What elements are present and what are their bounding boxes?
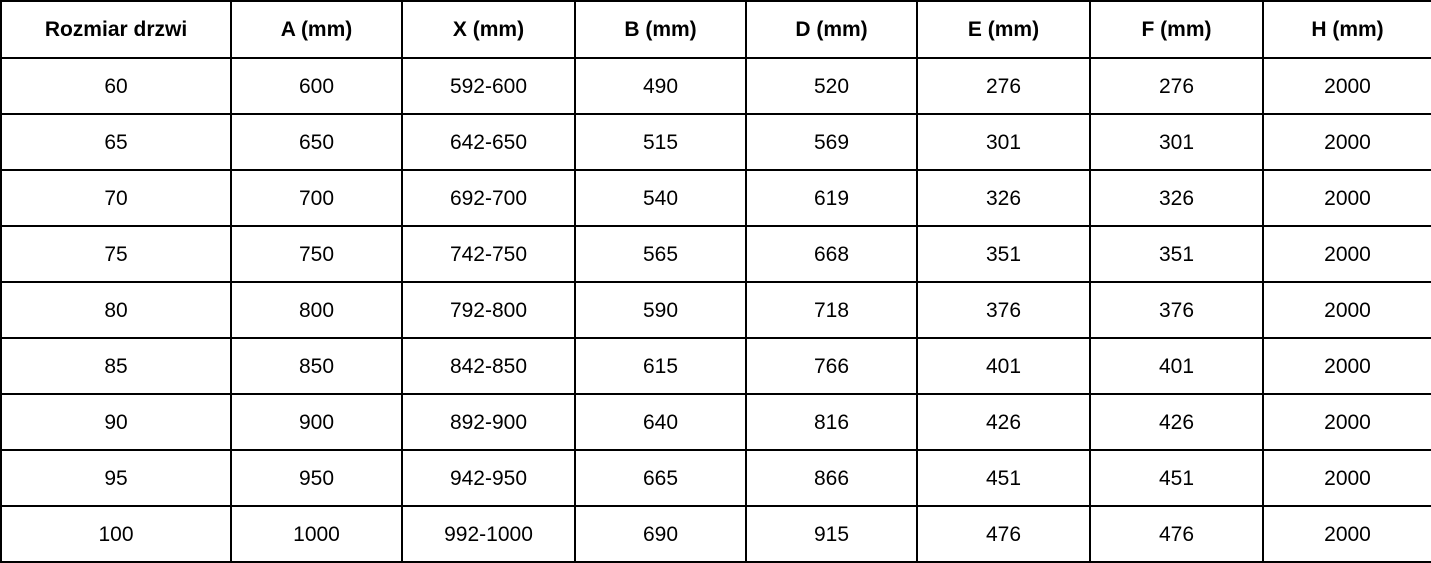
table-cell: 70 <box>1 170 231 226</box>
table-cell: 866 <box>746 450 917 506</box>
table-cell: 718 <box>746 282 917 338</box>
table-cell: 668 <box>746 226 917 282</box>
column-header-e-mm: E (mm) <box>917 1 1090 58</box>
table-cell: 100 <box>1 506 231 562</box>
column-header-f-mm: F (mm) <box>1090 1 1263 58</box>
table-cell: 351 <box>1090 226 1263 282</box>
table-cell: 692-700 <box>402 170 575 226</box>
table-cell: 301 <box>917 114 1090 170</box>
table-cell: 792-800 <box>402 282 575 338</box>
table-cell: 276 <box>917 58 1090 114</box>
table-cell: 326 <box>1090 170 1263 226</box>
table-cell: 619 <box>746 170 917 226</box>
table-cell: 2000 <box>1263 226 1431 282</box>
table-cell: 326 <box>917 170 1090 226</box>
table-row <box>1 338 1431 394</box>
table-cell: 915 <box>746 506 917 562</box>
table-cell: 892-900 <box>402 394 575 450</box>
table-cell: 476 <box>917 506 1090 562</box>
table-cell: 842-850 <box>402 338 575 394</box>
table-cell: 2000 <box>1263 58 1431 114</box>
table-cell: 85 <box>1 338 231 394</box>
table-cell: 80 <box>1 282 231 338</box>
table-cell: 816 <box>746 394 917 450</box>
table-row <box>1 226 1431 282</box>
table-cell: 592-600 <box>402 58 575 114</box>
table-cell: 476 <box>1090 506 1263 562</box>
table-cell: 351 <box>917 226 1090 282</box>
table-cell: 650 <box>231 114 402 170</box>
table-cell: 540 <box>575 170 746 226</box>
table-cell: 642-650 <box>402 114 575 170</box>
column-header-h-mm: H (mm) <box>1263 1 1431 58</box>
column-header-b-mm: B (mm) <box>575 1 746 58</box>
table-cell: 90 <box>1 394 231 450</box>
table-cell: 665 <box>575 450 746 506</box>
column-header-rozmiar-drzwi: Rozmiar drzwi <box>1 1 231 58</box>
table-cell: 942-950 <box>402 450 575 506</box>
table-cell: 301 <box>1090 114 1263 170</box>
column-header-x-mm: X (mm) <box>402 1 575 58</box>
table-row <box>1 170 1431 226</box>
table-row <box>1 58 1431 114</box>
table-cell: 766 <box>746 338 917 394</box>
table-cell: 520 <box>746 58 917 114</box>
table-cell: 2000 <box>1263 394 1431 450</box>
table-cell: 515 <box>575 114 746 170</box>
table-row <box>1 506 1431 562</box>
table-cell: 565 <box>575 226 746 282</box>
table-body <box>1 58 1431 562</box>
table-cell: 95 <box>1 450 231 506</box>
column-header-a-mm: A (mm) <box>231 1 402 58</box>
table-cell: 376 <box>1090 282 1263 338</box>
table-cell: 490 <box>575 58 746 114</box>
table-cell: 276 <box>1090 58 1263 114</box>
table-cell: 426 <box>1090 394 1263 450</box>
table-cell: 590 <box>575 282 746 338</box>
table-row <box>1 282 1431 338</box>
table-row <box>1 450 1431 506</box>
table-cell: 451 <box>1090 450 1263 506</box>
table-cell: 850 <box>231 338 402 394</box>
table-cell: 60 <box>1 58 231 114</box>
table-cell: 992-1000 <box>402 506 575 562</box>
table-cell: 1000 <box>231 506 402 562</box>
table-cell: 2000 <box>1263 114 1431 170</box>
table-cell: 451 <box>917 450 1090 506</box>
table-cell: 750 <box>231 226 402 282</box>
table-cell: 615 <box>575 338 746 394</box>
table-row <box>1 394 1431 450</box>
table-cell: 742-750 <box>402 226 575 282</box>
table-cell: 2000 <box>1263 450 1431 506</box>
table-row <box>1 114 1431 170</box>
table-header-row <box>1 1 1431 58</box>
table-cell: 401 <box>1090 338 1263 394</box>
table-cell: 426 <box>917 394 1090 450</box>
column-header-d-mm: D (mm) <box>746 1 917 58</box>
table-cell: 640 <box>575 394 746 450</box>
table-cell: 800 <box>231 282 402 338</box>
table-cell: 600 <box>231 58 402 114</box>
table-cell: 401 <box>917 338 1090 394</box>
table-cell: 950 <box>231 450 402 506</box>
table-cell: 2000 <box>1263 506 1431 562</box>
table-cell: 65 <box>1 114 231 170</box>
table-cell: 700 <box>231 170 402 226</box>
table-cell: 376 <box>917 282 1090 338</box>
table-cell: 690 <box>575 506 746 562</box>
table-cell: 2000 <box>1263 170 1431 226</box>
table-cell: 569 <box>746 114 917 170</box>
table-cell: 75 <box>1 226 231 282</box>
table-cell: 2000 <box>1263 282 1431 338</box>
table-cell: 900 <box>231 394 402 450</box>
table-cell: 2000 <box>1263 338 1431 394</box>
